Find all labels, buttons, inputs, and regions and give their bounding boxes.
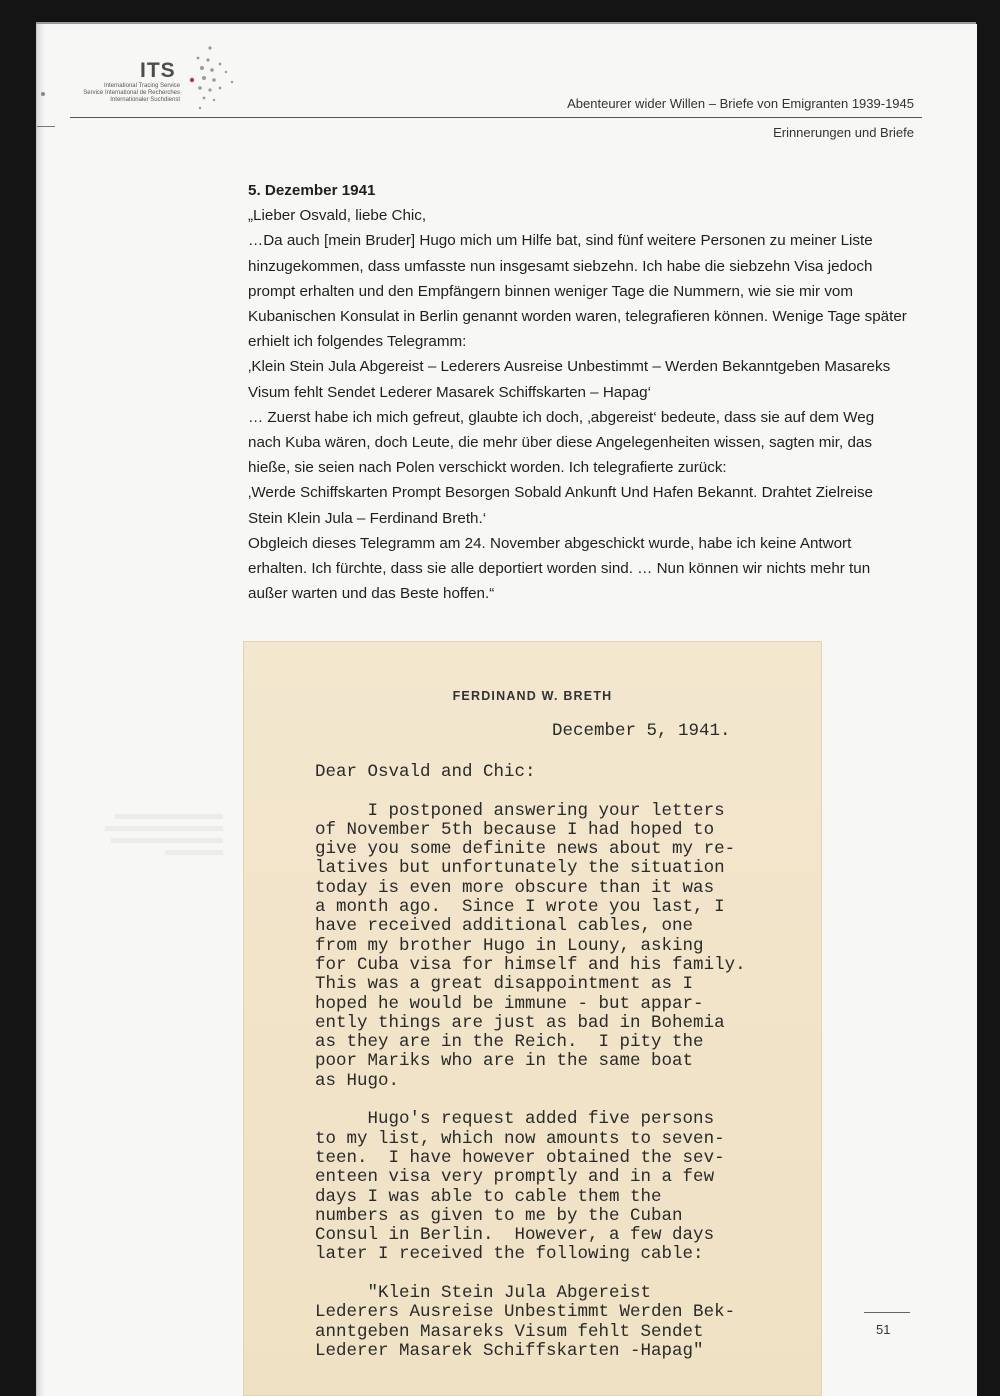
header-rule [70, 117, 922, 118]
letter-line: a month ago. Since I wrote you last, I [315, 897, 725, 918]
letter-line: This was a great disappointment as I [315, 974, 694, 995]
paragraph: …Da auch [mein Bruder] Hugo mich um Hilfe bat, sind fünf weitere Personen zu meiner Liste hinzugekommen, dass umfasste nun insgesamt siebzehn. Ich habe die siebzehn Visa jedoch prompt erhalten und den Empfängern binnen weniger Tage die Nummern, wie sie mir vom Kubanischen Konsulat in Berlin genannt worden waren, telegrafieren können. Wenige Tage später erhielt ich folgendes Telegramm: [248, 232, 907, 351]
letter-line: later I received the following cable: [315, 1244, 704, 1265]
letter-line: Lederer Masarek Schiffskarten -Hapag" [315, 1340, 704, 1361]
gutter-shadow [37, 24, 45, 1396]
letter-line [315, 1265, 815, 1284]
letterhead: FERDINAND W. BRETH [452, 689, 613, 703]
letter-line: as they are in the Reich. I pity the [315, 1032, 704, 1053]
letter-line: "Klein Stein Jula Abgereist [315, 1283, 652, 1304]
letter-date: December 5, 1941. [552, 721, 731, 741]
section-title: Erinnerungen und Briefe [773, 125, 914, 140]
letter-line: Hugo's request added five persons [315, 1109, 715, 1130]
letter-line: teen. I have however obtained the sev- [315, 1147, 725, 1168]
paragraph: „Lieber Osvald, liebe Chic, [248, 207, 427, 225]
letter-line [315, 1091, 815, 1110]
page-number: 51 [876, 1322, 891, 1337]
letter-line: as Hugo. [315, 1070, 400, 1091]
logo-subtitle-de: Internationaler Suchdienst [110, 97, 180, 103]
logo-dots-icon [180, 44, 240, 116]
letter-line: ently things are just as bad in Bohemia [315, 1012, 725, 1033]
letter-line: poor Mariks who are in the same boat [315, 1051, 694, 1072]
paragraph: ‚Werde Schiffskarten Prompt Besorgen Sobald Ankunft Und Hafen Bekannt. Drahtet Zielreise Stein Klein Jula – Ferdinand Breth.‘ [248, 484, 873, 527]
logo-subtitle-fr: Service International de Recherches [83, 90, 180, 96]
binding-mark [41, 92, 45, 96]
paragraph: Obgleich dieses Telegramm am 24. November abgeschickt wurde, habe ich keine Antwort erhalten. Ich fürchte, dass sie alle deportiert worden sind. … Nun können wir nichts mehr tun außer warten und das Beste hoffen.“ [248, 534, 871, 603]
letter-line: Consul in Berlin. However, a few days [315, 1225, 715, 1246]
letter-line: to my list, which now amounts to seven- [315, 1128, 725, 1149]
page-number-rule [864, 1312, 910, 1313]
logo-subtitle-en: International Tracing Service [103, 83, 180, 89]
letter-line: days I was able to cable them the [315, 1186, 662, 1207]
letter-line: Lederers Ausreise Unbestimmt Werden Bek- [315, 1302, 736, 1323]
letter-facsimile [243, 641, 822, 1396]
letter-line: numbers as given to me by the Cuban [315, 1205, 683, 1226]
entry-date: 5. Dezember 1941 [248, 182, 376, 199]
letter-line: latives but unfortunately the situation [315, 858, 725, 879]
show-through-lines [95, 812, 225, 856]
paragraph: … Zuerst habe ich mich gefreut, glaubte ich doch, ‚abgereist‘ bedeute, dass sie auf dem Weg nach Kuba wären, doch Leute, die mehr über diese Angelegenheiten wissen, sagten mir, das hieße, sie seien nach Polen verschickt worden. Ich telegrafierte zurück: [248, 408, 875, 477]
article-body [248, 178, 908, 606]
letter-line: for Cuba visa for himself and his family. [315, 954, 746, 975]
letter-line: enteen visa very promptly and in a few [315, 1167, 715, 1188]
letter-body [315, 763, 815, 1361]
show-through-text [95, 812, 225, 860]
running-title: Abenteurer wider Willen – Briefe von Emigranten 1939-1945 [567, 96, 914, 111]
letter-line: I postponed answering your letters [315, 800, 725, 821]
letter-line: anntgeben Masareks Visum fehlt Sendet [315, 1321, 704, 1342]
letter-line: hoped he would be immune - but appar- [315, 993, 704, 1014]
letter-line [315, 782, 815, 801]
letter-line: have received additional cables, one [315, 916, 694, 937]
its-logo [70, 44, 240, 116]
letter-line: of November 5th because I had hoped to [315, 819, 715, 840]
logo-wordmark: ITS [140, 59, 176, 82]
letter-line: from my brother Hugo in Louny, asking [315, 935, 704, 956]
letter-line: Dear Osvald and Chic: [315, 762, 536, 782]
letter-line: give you some definite news about my re- [315, 839, 736, 860]
binding-mark-dash [37, 126, 55, 127]
letter-line: today is even more obscure than it was [315, 877, 715, 898]
paragraph: ‚Klein Stein Jula Abgereist – Lederers Ausreise Unbestimmt – Werden Bekanntgeben Masareks Visum fehlt Sendet Lederer Masarek Schiffskarten – Hapag‘ [248, 358, 891, 401]
